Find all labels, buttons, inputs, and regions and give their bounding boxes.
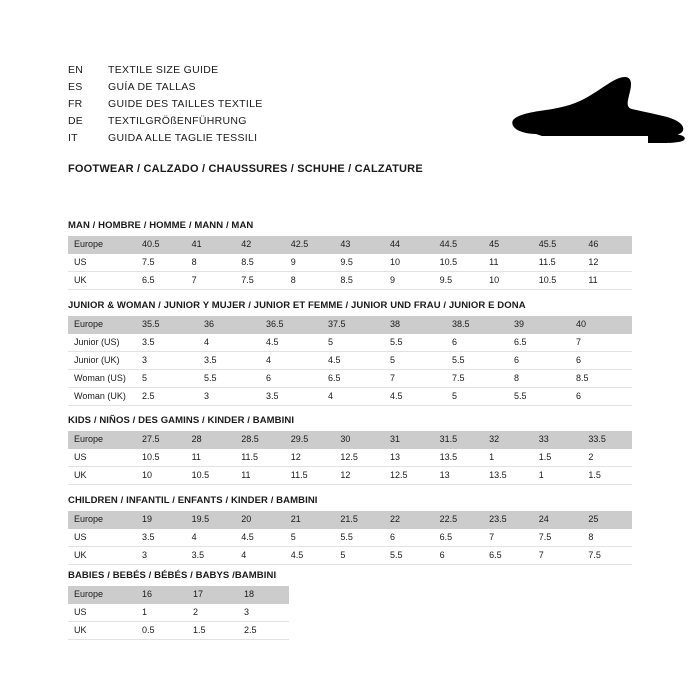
table-cell: 29.5 [285,431,335,449]
table-cell: 36 [198,316,260,334]
table-cell: 39 [508,316,570,334]
table-cell: 11 [235,467,285,485]
row-label: US [68,449,136,467]
row-label: Junior (US) [68,334,136,352]
table-cell: 7 [483,529,533,547]
table-cell: 33.5 [582,431,632,449]
row-label: US [68,529,136,547]
table-cell: 4.5 [384,388,446,406]
table-cell: 5.5 [446,352,508,370]
table-cell: 21.5 [334,511,384,529]
section-junior-woman [68,300,632,406]
table-cell: 6.5 [322,370,384,388]
table-cell: 12.5 [334,449,384,467]
table-cell: 6.5 [483,547,533,565]
table-cell: 7.5 [582,547,632,565]
table-cell: 16 [136,586,187,604]
section-kids [68,415,632,485]
table-cell: 40 [570,316,632,334]
header [68,62,632,147]
table-cell: 10.5 [136,449,186,467]
table-cell: 10.5 [186,467,236,485]
table-cell: 8 [186,254,236,272]
table-cell: 10.5 [434,254,484,272]
table-row [68,449,632,467]
category-title: FOOTWEAR / CALZADO / CHAUSSURES / SCHUHE / CALZATURE [68,163,423,175]
table-cell: 8 [285,272,335,290]
row-label: US [68,604,136,622]
table-cell: 31.5 [434,431,484,449]
table-cell: 6.5 [136,272,186,290]
language-title: TEXTILE SIZE GUIDE [108,64,219,76]
table-cell: 7.5 [446,370,508,388]
table-cell: 13.5 [483,467,533,485]
table-cell: 30 [334,431,384,449]
row-label: UK [68,547,136,565]
table-cell: 3.5 [136,334,198,352]
table-cell: 3 [136,352,198,370]
table-cell: 3 [198,388,260,406]
row-label: UK [68,622,136,640]
table-cell: 36.5 [260,316,322,334]
table-row-header [68,586,289,604]
language-title: TEXTILGRÖßENFÜHRUNG [108,115,247,127]
row-label: UK [68,272,136,290]
table-cell: 5 [384,352,446,370]
table-cell: 22 [384,511,434,529]
table-cell: 9.5 [434,272,484,290]
language-code: ES [68,81,83,93]
row-label: Woman (UK) [68,388,136,406]
table-cell: 10 [483,272,533,290]
table-cell: 5 [322,334,384,352]
language-title: GUÍA DE TALLAS [108,81,196,93]
table-cell: 5.5 [508,388,570,406]
table-cell: 4 [186,529,236,547]
table-cell: 28.5 [235,431,285,449]
table-cell: 6 [384,529,434,547]
table-cell: 6 [434,547,484,565]
table-cell: 32 [483,431,533,449]
table-cell: 7.5 [235,272,285,290]
table-cell: 7 [570,334,632,352]
table-cell: 25 [582,511,632,529]
table-cell: 19.5 [186,511,236,529]
table-cell: 8 [508,370,570,388]
table-cell: 31 [384,431,434,449]
table-cell: 5.5 [384,547,434,565]
table-cell: 18 [238,586,289,604]
table-cell: 10 [384,254,434,272]
table-cell: 8.5 [334,272,384,290]
table-cell: 5 [136,370,198,388]
table-cell: 1.5 [187,622,238,640]
table-cell: 7 [384,370,446,388]
table-cell: 40.5 [136,236,186,254]
table-row [68,604,289,622]
table-cell: 3.5 [136,529,186,547]
table-row-header [68,316,632,334]
table-cell: 44 [384,236,434,254]
table-cell: 3.5 [198,352,260,370]
table-cell: 12 [285,449,335,467]
table-cell: 4.5 [285,547,335,565]
table-cell: 1 [533,467,583,485]
table-cell: 2.5 [238,622,289,640]
table-cell: 8 [582,529,632,547]
table-cell: 5 [285,529,335,547]
row-label: Europe [68,316,136,334]
table-cell: 4 [260,352,322,370]
table-cell: 42 [235,236,285,254]
table-cell: 6.5 [508,334,570,352]
table-cell: 6.5 [434,529,484,547]
table-cell: 4 [198,334,260,352]
table-cell: 6 [570,352,632,370]
table-cell: 5 [446,388,508,406]
table-cell: 10.5 [533,272,583,290]
section-children [68,495,632,565]
table-cell: 3.5 [186,547,236,565]
table-row-header [68,511,632,529]
table-cell: 5 [334,547,384,565]
table-cell: 5.5 [198,370,260,388]
table-cell: 8.5 [570,370,632,388]
table-cell: 38 [384,316,446,334]
table-cell: 7 [186,272,236,290]
table-cell: 19 [136,511,186,529]
table-cell: 9 [384,272,434,290]
table-cell: 44.5 [434,236,484,254]
table-cell: 28 [186,431,236,449]
table-cell: 2 [187,604,238,622]
table-cell: 11 [483,254,533,272]
table-cell: 45 [483,236,533,254]
table-cell: 1 [136,604,187,622]
table-cell: 7 [533,547,583,565]
section-title: CHILDREN / INFANTIL / ENFANTS / KINDER / BAMBINI [68,495,318,506]
table-cell: 12 [334,467,384,485]
section-title: MAN / HOMBRE / HOMME / MANN / MAN [68,220,254,231]
table-cell: 5.5 [384,334,446,352]
size-table-junior-woman [68,316,632,406]
table-row-header [68,236,632,254]
table-cell: 4.5 [322,352,384,370]
row-label: Europe [68,431,136,449]
table-cell: 24 [533,511,583,529]
table-cell: 7.5 [136,254,186,272]
table-cell: 10 [136,467,186,485]
table-row [68,467,632,485]
table-cell: 23.5 [483,511,533,529]
table-row [68,334,632,352]
language-code: EN [68,64,83,76]
row-label: UK [68,467,136,485]
row-label: US [68,254,136,272]
section-title: JUNIOR & WOMAN / JUNIOR Y MUJER / JUNIOR ET FEMME / JUNIOR UND FRAU / JUNIOR E DONA [68,300,526,311]
table-cell: 12.5 [384,467,434,485]
table-cell: 2 [582,449,632,467]
table-row [68,254,632,272]
row-label: Junior (UK) [68,352,136,370]
table-cell: 6 [260,370,322,388]
table-cell: 11.5 [285,467,335,485]
table-cell: 4.5 [235,529,285,547]
table-cell: 1.5 [582,467,632,485]
section-man [68,220,632,290]
table-cell: 8.5 [235,254,285,272]
table-cell: 4.5 [260,334,322,352]
table-cell: 11 [582,272,632,290]
language-title: GUIDA ALLE TAGLIE TESSILI [108,132,258,144]
table-cell: 20 [235,511,285,529]
table-cell: 12 [582,254,632,272]
table-cell: 43 [334,236,384,254]
table-cell: 9 [285,254,335,272]
size-table-children [68,511,632,565]
table-cell: 46 [582,236,632,254]
table-cell: 35.5 [136,316,198,334]
table-cell: 5.5 [334,529,384,547]
language-code: DE [68,115,83,127]
table-row [68,622,289,640]
table-cell: 4 [235,547,285,565]
row-label: Europe [68,236,136,254]
table-cell: 38.5 [446,316,508,334]
table-cell: 27.5 [136,431,186,449]
section-title: BABIES / BEBÉS / BÉBÉS / BABYS /BAMBINI [68,570,277,581]
table-cell: 6 [508,352,570,370]
table-cell: 42.5 [285,236,335,254]
table-cell: 45.5 [533,236,583,254]
language-code: IT [68,132,78,144]
table-cell: 33 [533,431,583,449]
table-cell: 21 [285,511,335,529]
table-cell: 13 [384,449,434,467]
size-table-man [68,236,632,290]
language-code: FR [68,98,83,110]
row-label: Woman (US) [68,370,136,388]
table-row [68,370,632,388]
table-cell: 17 [187,586,238,604]
table-cell: 13 [434,467,484,485]
section-babies [68,570,632,640]
table-row [68,388,632,406]
dress-shoe-icon [498,72,698,147]
table-cell: 7.5 [533,529,583,547]
table-row [68,547,632,565]
table-cell: 1 [483,449,533,467]
table-cell: 41 [186,236,236,254]
table-cell: 13.5 [434,449,484,467]
table-cell: 11 [186,449,236,467]
table-cell: 6 [446,334,508,352]
table-cell: 3 [238,604,289,622]
language-title: GUIDE DES TAILLES TEXTILE [108,98,263,110]
size-table-babies [68,586,289,640]
table-cell: 3 [136,547,186,565]
table-row [68,272,632,290]
table-cell: 6 [570,388,632,406]
table-cell: 0.5 [136,622,187,640]
table-cell: 4 [322,388,384,406]
table-cell: 22.5 [434,511,484,529]
size-table-kids [68,431,632,485]
table-row [68,529,632,547]
table-cell: 1.5 [533,449,583,467]
section-title: KIDS / NIÑOS / DES GAMINS / KINDER / BAMBINI [68,415,295,426]
row-label: Europe [68,586,136,604]
table-row [68,352,632,370]
table-cell: 3.5 [260,388,322,406]
table-cell: 37.5 [322,316,384,334]
table-row-header [68,431,632,449]
table-cell: 2.5 [136,388,198,406]
table-cell: 9.5 [334,254,384,272]
table-cell: 11.5 [533,254,583,272]
row-label: Europe [68,511,136,529]
table-cell: 11.5 [235,449,285,467]
